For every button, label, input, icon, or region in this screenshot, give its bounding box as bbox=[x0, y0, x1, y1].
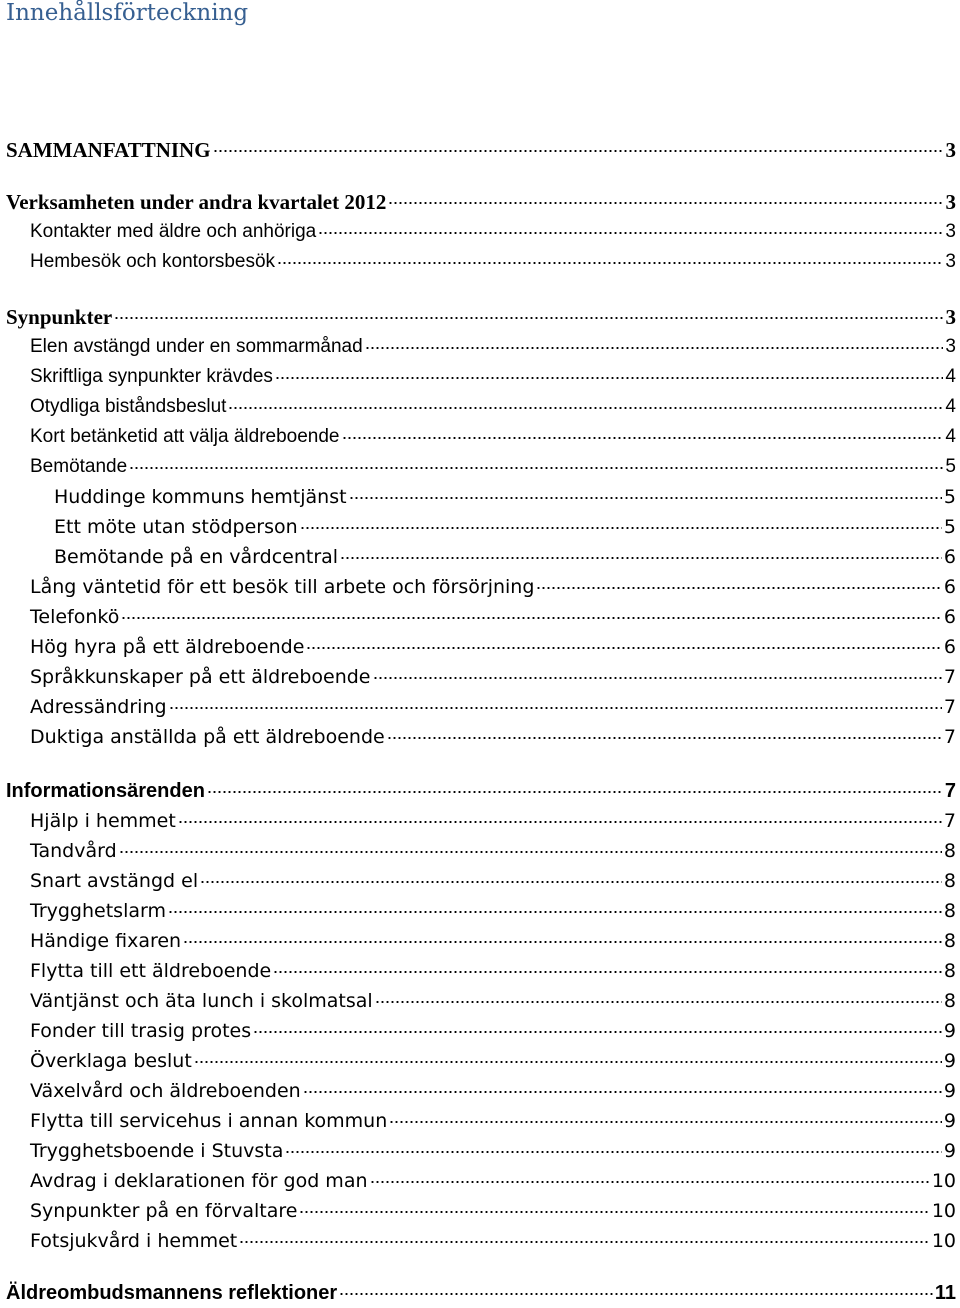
toc-leader-dots bbox=[370, 1181, 930, 1183]
toc-page-number: 4 bbox=[945, 366, 956, 387]
toc-entry-text: Huddinge kommuns hemtjänst bbox=[54, 486, 347, 508]
toc-entry-text: Synpunkter bbox=[6, 305, 113, 329]
toc-page-number: 3 bbox=[945, 336, 956, 357]
toc-entry-huddinge[interactable] bbox=[54, 482, 956, 512]
toc-page-number: 4 bbox=[945, 426, 956, 447]
toc-entry-text: Elen avstängd under en sommarmånad bbox=[30, 336, 363, 357]
toc-entry-text: Trygghetsboende i Stuvsta bbox=[30, 1140, 284, 1162]
toc-entry-tandvard[interactable] bbox=[30, 836, 956, 866]
toc-entry-handige-fixaren[interactable] bbox=[30, 926, 956, 956]
toc-entry-text: Telefonkö bbox=[30, 606, 120, 628]
toc-leader-dots bbox=[299, 1211, 929, 1213]
toc-entry-text: Bemötande på en vårdcentral bbox=[54, 546, 339, 568]
toc-page-number: 6 bbox=[943, 546, 956, 568]
toc-entry-elen-avstangd[interactable] bbox=[30, 332, 956, 362]
toc-page-number: 8 bbox=[943, 840, 956, 862]
toc-leader-dots bbox=[318, 232, 943, 234]
toc-page-number: 7 bbox=[943, 810, 956, 832]
toc-entry-lang-vantetid[interactable] bbox=[30, 572, 956, 602]
toc-entry-text: Tandvård bbox=[30, 840, 117, 862]
toc-leader-dots bbox=[253, 1031, 942, 1033]
toc-entry-text: Snart avstängd el bbox=[30, 870, 199, 892]
toc-leader-dots bbox=[277, 262, 943, 264]
toc-entry-hjalp-i-hemmet[interactable] bbox=[30, 806, 956, 836]
toc-page-number: 10 bbox=[931, 1230, 956, 1252]
toc-entry-text: Överklaga beslut bbox=[30, 1050, 192, 1072]
toc-leader-dots bbox=[285, 1151, 942, 1153]
toc-page-number: 9 bbox=[943, 1020, 956, 1042]
toc-entry-hog-hyra[interactable] bbox=[30, 632, 956, 662]
toc-leader-dots bbox=[365, 347, 944, 349]
toc-entry-text: Avdrag i deklarationen för god man bbox=[30, 1170, 368, 1192]
toc-leader-dots bbox=[275, 377, 944, 379]
toc-page-number: 10 bbox=[931, 1170, 956, 1192]
toc-leader-dots bbox=[129, 467, 943, 469]
toc-page-number: 6 bbox=[943, 606, 956, 628]
toc-entry-fonder[interactable] bbox=[30, 1016, 956, 1046]
toc-entry-text: Växelvård och äldreboenden bbox=[30, 1080, 301, 1102]
toc-page-number: 7 bbox=[943, 726, 956, 748]
toc-entry-bemotande-vardcentral[interactable] bbox=[54, 542, 956, 572]
toc-page-number: 3 bbox=[945, 251, 956, 272]
toc-leader-dots bbox=[200, 881, 942, 883]
toc-entry-text: Hjälp i hemmet bbox=[30, 810, 176, 832]
toc-entry-otydliga[interactable] bbox=[30, 392, 956, 422]
toc-leader-dots bbox=[178, 821, 942, 823]
toc-entry-telefonko[interactable] bbox=[30, 602, 956, 632]
toc-entry-aldreombudsmannens-reflektioner[interactable] bbox=[6, 1278, 956, 1308]
toc-page-number: 7 bbox=[943, 696, 956, 718]
toc-entry-text: Informationsärenden bbox=[6, 780, 205, 802]
toc-leader-dots bbox=[168, 911, 942, 913]
toc-page-number: 8 bbox=[943, 990, 956, 1012]
toc-entry-vaxelvard[interactable] bbox=[30, 1076, 956, 1106]
toc-leader-dots bbox=[273, 971, 942, 973]
toc-entry-adressandring[interactable] bbox=[30, 692, 956, 722]
toc-leader-dots bbox=[213, 150, 944, 152]
toc-leader-dots bbox=[387, 737, 942, 739]
toc-leader-dots bbox=[239, 1241, 930, 1243]
toc-entry-informationsarenden[interactable] bbox=[6, 776, 956, 806]
toc-leader-dots bbox=[121, 617, 942, 619]
toc-leader-dots bbox=[536, 587, 942, 589]
toc-entry-sammanfattning[interactable] bbox=[6, 135, 956, 165]
toc-entry-text: Hög hyra på ett äldreboende bbox=[30, 636, 305, 658]
toc-entry-text: Skriftliga synpunkter krävdes bbox=[30, 366, 273, 387]
toc-entry-text: Kontakter med äldre och anhöriga bbox=[30, 221, 317, 242]
toc-page-number: 6 bbox=[943, 576, 956, 598]
toc-entry-text: Kort betänketid att välja äldreboende bbox=[30, 426, 340, 447]
toc-entry-synpunkter[interactable] bbox=[6, 302, 956, 332]
toc-leader-dots bbox=[373, 677, 942, 679]
toc-entry-overklaga-beslut[interactable] bbox=[30, 1046, 956, 1076]
toc-entry-text: Händige fixaren bbox=[30, 930, 182, 952]
toc-leader-dots bbox=[342, 437, 944, 439]
toc-entry-trygghetslarm[interactable] bbox=[30, 896, 956, 926]
toc-entry-hembesok[interactable] bbox=[30, 247, 956, 277]
toc-page-number: 9 bbox=[943, 1080, 956, 1102]
toc-leader-dots bbox=[303, 1091, 942, 1093]
toc-page-number: 7 bbox=[943, 666, 956, 688]
toc-page-number: 6 bbox=[943, 636, 956, 658]
toc-leader-dots bbox=[340, 557, 942, 559]
page-title: Innehållsförteckning bbox=[6, 0, 249, 26]
toc-entry-duktiga-anstallda[interactable] bbox=[30, 722, 956, 752]
toc-leader-dots bbox=[119, 851, 942, 853]
toc-entry-text: Flytta till servicehus i annan kommun bbox=[30, 1110, 388, 1132]
toc-entry-verksamheten[interactable] bbox=[6, 187, 956, 217]
toc-page-number: 5 bbox=[943, 486, 956, 508]
toc-entry-synpunkter-forvaltare[interactable] bbox=[30, 1196, 956, 1226]
toc-page-number: 8 bbox=[943, 930, 956, 952]
toc-entry-skriftliga[interactable] bbox=[30, 362, 956, 392]
toc-entry-fotsjukvard[interactable] bbox=[30, 1226, 956, 1256]
toc-entry-text: Verksamheten under andra kvartalet 2012 bbox=[6, 190, 387, 214]
toc-entry-text: Flytta till ett äldreboende bbox=[30, 960, 272, 982]
toc-entry-flytta-servicehus[interactable] bbox=[30, 1106, 956, 1136]
toc-entry-text: Äldreombudsmannens reflektioner bbox=[6, 1282, 338, 1304]
toc-entry-text: Hembesök och kontorsbesök bbox=[30, 251, 276, 272]
toc-leader-dots bbox=[169, 707, 942, 709]
toc-entry-text: Väntjänst och äta lunch i skolmatsal bbox=[30, 990, 373, 1012]
toc-leader-dots bbox=[306, 647, 942, 649]
toc-leader-dots bbox=[339, 1293, 933, 1295]
toc-page-number: 3 bbox=[945, 138, 956, 162]
toc-leader-dots bbox=[375, 1001, 942, 1003]
toc-page-number: 5 bbox=[943, 516, 956, 538]
toc-page-number: 10 bbox=[931, 1200, 956, 1222]
toc-page-number: 9 bbox=[943, 1050, 956, 1072]
toc-leader-dots bbox=[194, 1061, 942, 1063]
toc-page-number: 7 bbox=[944, 780, 956, 802]
toc-leader-dots bbox=[389, 1121, 942, 1123]
toc-page-number: 5 bbox=[945, 456, 956, 477]
toc-entry-text: Bemötande bbox=[30, 456, 128, 477]
toc-entry-text: Ett möte utan stödperson bbox=[54, 516, 298, 538]
toc-leader-dots bbox=[349, 497, 942, 499]
toc-page-number: 3 bbox=[945, 305, 956, 329]
toc-entry-text: Adressändring bbox=[30, 696, 167, 718]
toc-entry-avdrag[interactable] bbox=[30, 1166, 956, 1196]
toc-leader-dots bbox=[388, 202, 943, 204]
toc-page-number: 8 bbox=[943, 900, 956, 922]
toc-leader-dots bbox=[183, 941, 942, 943]
toc-entry-trygghetsboende[interactable] bbox=[30, 1136, 956, 1166]
toc-entry-text: Fonder till trasig protes bbox=[30, 1020, 252, 1042]
toc-leader-dots bbox=[300, 527, 942, 529]
toc-entry-text: Synpunkter på en förvaltare bbox=[30, 1200, 298, 1222]
toc-entry-snart-avstangd-el[interactable] bbox=[30, 866, 956, 896]
toc-page-number: 3 bbox=[945, 190, 956, 214]
toc-entry-kontakter[interactable] bbox=[30, 217, 956, 247]
toc-page-number: 4 bbox=[945, 396, 956, 417]
toc-entry-ett-mote[interactable] bbox=[54, 512, 956, 542]
toc-entry-vantjanst[interactable] bbox=[30, 986, 956, 1016]
toc-page-number: 9 bbox=[943, 1110, 956, 1132]
toc-entry-text: Trygghetslarm bbox=[30, 900, 166, 922]
toc-leader-dots bbox=[114, 317, 943, 319]
toc-page-number: 8 bbox=[943, 870, 956, 892]
toc-page-number: 8 bbox=[943, 960, 956, 982]
toc-page-number: 9 bbox=[943, 1140, 956, 1162]
toc-entry-text: Duktiga anställda på ett äldreboende bbox=[30, 726, 385, 748]
toc-leader-dots bbox=[207, 791, 943, 793]
toc-entry-flytta-aldreboende[interactable] bbox=[30, 956, 956, 986]
toc-entry-text: Lång väntetid för ett besök till arbete och försörjning bbox=[30, 576, 535, 598]
toc-entry-text: Språkkunskaper på ett äldreboende bbox=[30, 666, 371, 688]
toc-leader-dots bbox=[228, 407, 943, 409]
toc-page-number: 3 bbox=[945, 221, 956, 242]
toc-entry-sprakkunskaper[interactable] bbox=[30, 662, 956, 692]
toc-entry-kort-betanketid[interactable] bbox=[30, 422, 956, 452]
toc-entry-bemotande[interactable] bbox=[30, 452, 956, 482]
toc-page-number: 11 bbox=[934, 1282, 956, 1304]
toc-entry-text: Fotsjukvård i hemmet bbox=[30, 1230, 238, 1252]
toc-entry-text: SAMMANFATTNING bbox=[6, 138, 211, 162]
toc-entry-text: Otydliga biståndsbeslut bbox=[30, 396, 227, 417]
